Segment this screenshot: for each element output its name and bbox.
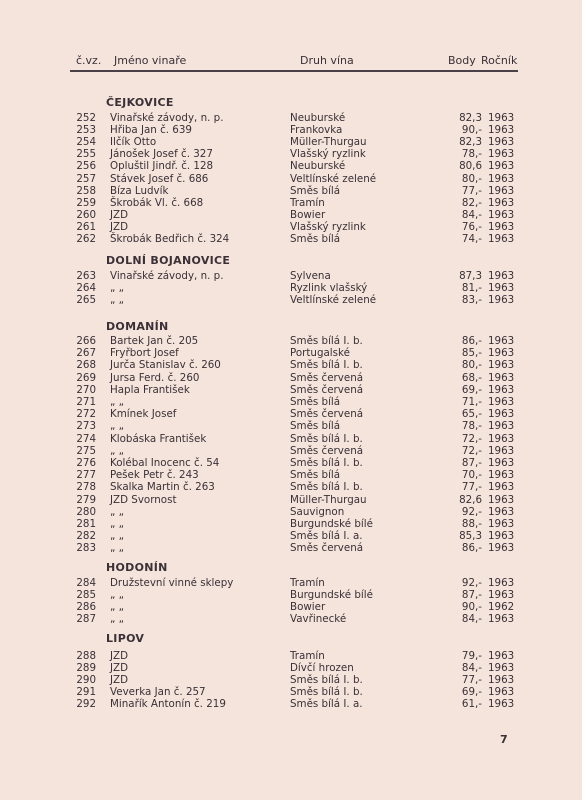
- cell-name: Hapla František: [110, 383, 190, 396]
- cell-num: 280: [76, 505, 96, 518]
- cell-body: 87,-: [461, 589, 482, 601]
- cell-name: „ „: [110, 282, 124, 295]
- cell-year: 1963: [488, 650, 515, 662]
- cell-name: „ „: [110, 518, 124, 530]
- cell-wine: Směs bílá: [290, 396, 341, 408]
- cell-body: 81,-: [461, 282, 482, 295]
- cell-wine: Směs bílá: [290, 184, 341, 197]
- table-row: [0, 384, 582, 396]
- cell-num: 284: [76, 577, 96, 589]
- cell-num: 286: [76, 601, 96, 613]
- cell-year: 1963: [488, 172, 515, 185]
- cell-year: 1963: [488, 396, 515, 408]
- cell-num: 291: [76, 686, 96, 699]
- cell-num: 269: [76, 371, 96, 384]
- cell-year: 1963: [488, 136, 515, 149]
- cell-num: 275: [76, 444, 96, 457]
- cell-wine: Vlašský ryzlink: [290, 220, 366, 233]
- cell-year: 1963: [488, 220, 515, 233]
- cell-num: 274: [76, 432, 96, 445]
- cell-wine: Sylvena: [290, 270, 331, 282]
- cell-wine: Směs červená: [290, 444, 364, 457]
- table-row: [0, 221, 582, 233]
- cell-year: 1963: [488, 674, 515, 687]
- cell-body: 82,-: [461, 196, 482, 209]
- cell-body: 78,-: [461, 148, 482, 161]
- table-row: [0, 124, 582, 136]
- cell-body: 77,-: [461, 184, 482, 197]
- table-row: [0, 481, 582, 493]
- cell-num: 270: [76, 383, 96, 396]
- cell-name: Fryřbort Josef: [110, 347, 179, 360]
- cell-wine: Burgundské bílé: [290, 589, 373, 601]
- table-row: [0, 160, 582, 172]
- cell-num: 281: [76, 518, 96, 530]
- cell-num: 263: [76, 270, 96, 282]
- cell-year: 1963: [488, 160, 515, 173]
- cell-year: 1963: [488, 124, 515, 137]
- cell-year: 1963: [488, 493, 515, 506]
- cell-name: „ „: [110, 420, 124, 433]
- cell-num: 288: [76, 650, 96, 662]
- cell-body: 71,-: [461, 396, 482, 408]
- cell-wine: Portugalské: [290, 347, 350, 360]
- cell-num: 290: [76, 674, 96, 687]
- cell-num: 257: [76, 172, 96, 185]
- cell-num: 287: [76, 613, 96, 625]
- cell-body: 82,3: [459, 136, 482, 149]
- cell-wine: Vlašský ryzlink: [290, 148, 366, 161]
- cell-year: 1962: [488, 601, 515, 613]
- cell-year: 1963: [488, 270, 515, 282]
- cell-name: JZD: [110, 662, 129, 675]
- cell-name: „ „: [110, 601, 124, 613]
- header-jmeno: Jméno vinaře: [114, 54, 187, 67]
- cell-body: 82,6: [459, 493, 482, 506]
- cell-body: 92,-: [461, 505, 482, 518]
- cell-name: Jursa Ferd. č. 260: [110, 371, 200, 384]
- cell-year: 1963: [488, 184, 515, 197]
- cell-year: 1963: [488, 112, 515, 124]
- cell-wine: Neuburské: [290, 112, 346, 124]
- cell-num: 279: [76, 493, 96, 506]
- table-row: [0, 347, 582, 359]
- cell-num: 283: [76, 542, 96, 555]
- cell-num: 278: [76, 481, 96, 494]
- cell-body: 86,-: [461, 542, 482, 555]
- cell-body: 69,-: [461, 686, 482, 699]
- cell-name: Klobáska František: [110, 432, 207, 445]
- table-row: [0, 282, 582, 294]
- cell-name: Minařík Antonín č. 219: [110, 698, 226, 711]
- cell-body: 72,-: [461, 444, 482, 457]
- cell-num: 255: [76, 148, 96, 161]
- cell-body: 72,-: [461, 432, 482, 445]
- cell-body: 65,-: [461, 408, 482, 421]
- table-row: [0, 662, 582, 674]
- cell-wine: Směs červená: [290, 383, 364, 396]
- cell-wine: Ryzlink vlašský: [290, 282, 368, 295]
- cell-name: JZD: [110, 650, 129, 662]
- cell-body: 68,-: [461, 371, 482, 384]
- cell-name: „ „: [110, 505, 124, 518]
- cell-year: 1963: [488, 530, 515, 543]
- cell-body: 86,-: [461, 335, 482, 347]
- table-row: [0, 674, 582, 686]
- cell-year: 1963: [488, 698, 515, 711]
- cell-name: „ „: [110, 530, 124, 543]
- table-row: [0, 601, 582, 613]
- cell-wine: Veltlínské zelené: [290, 172, 377, 185]
- cell-wine: Frankovka: [290, 124, 343, 137]
- cell-wine: Směs bílá I. b.: [290, 457, 363, 469]
- cell-year: 1963: [488, 347, 515, 360]
- cell-year: 1963: [488, 420, 515, 433]
- cell-name: Vinařské závody, n. p.: [110, 112, 224, 124]
- cell-num: 261: [76, 220, 96, 233]
- cell-wine: Tramín: [290, 196, 325, 209]
- cell-num: 282: [76, 530, 96, 543]
- table-row: [0, 420, 582, 432]
- cell-num: 264: [76, 282, 96, 295]
- cell-num: 276: [76, 457, 96, 469]
- cell-year: 1963: [488, 518, 515, 530]
- cell-name: „ „: [110, 444, 124, 457]
- cell-num: 262: [76, 233, 96, 245]
- cell-year: 1963: [488, 686, 515, 699]
- cell-body: 90,-: [461, 601, 482, 613]
- cell-name: „ „: [110, 542, 124, 555]
- cell-body: 87,-: [461, 457, 482, 469]
- cell-num: 267: [76, 347, 96, 360]
- cell-body: 84,-: [461, 613, 482, 625]
- cell-name: „ „: [110, 589, 124, 601]
- cell-body: 82,3: [459, 112, 482, 124]
- cell-num: 258: [76, 184, 96, 197]
- table-row: [0, 197, 582, 209]
- cell-num: 253: [76, 124, 96, 137]
- cell-name: Družstevní vinné sklepy: [110, 577, 234, 589]
- cell-wine: Veltlínské zelené: [290, 294, 377, 307]
- cell-wine: Vavřinecké: [290, 613, 347, 625]
- table-row: [0, 530, 582, 542]
- cell-num: 277: [76, 469, 96, 482]
- cell-body: 69,-: [461, 383, 482, 396]
- section-title: DOLNÍ BOJANOVICE: [106, 254, 231, 267]
- cell-year: 1963: [488, 233, 515, 245]
- table-row: [0, 457, 582, 469]
- cell-name: Ilčík Otto: [110, 136, 157, 149]
- cell-wine: Směs bílá I. b.: [290, 481, 363, 494]
- cell-body: 92,-: [461, 577, 482, 589]
- cell-body: 80,-: [461, 359, 482, 372]
- cell-body: 80,-: [461, 172, 482, 185]
- table-row: [0, 577, 582, 589]
- cell-wine: Bowier: [290, 208, 326, 221]
- table-row: [0, 686, 582, 698]
- table-row: [0, 408, 582, 420]
- cell-name: Bartek Jan č. 205: [110, 335, 199, 347]
- table-row: [0, 494, 582, 506]
- cell-num: 259: [76, 196, 96, 209]
- cell-year: 1963: [488, 589, 515, 601]
- cell-year: 1963: [488, 196, 515, 209]
- cell-name: Pešek Petr č. 243: [110, 469, 199, 482]
- cell-body: 84,-: [461, 208, 482, 221]
- cell-wine: Müller-Thurgau: [290, 136, 367, 149]
- cell-name: JZD: [110, 674, 129, 687]
- cell-wine: Tramín: [290, 650, 325, 662]
- cell-body: 80,6: [459, 160, 482, 173]
- cell-year: 1963: [488, 335, 515, 347]
- table-row: [0, 270, 582, 282]
- cell-wine: Müller-Thurgau: [290, 493, 367, 506]
- section-title: ČEJKOVICE: [106, 96, 174, 109]
- cell-body: 83,-: [461, 294, 482, 307]
- cell-name: JZD: [110, 208, 129, 221]
- cell-name: „ „: [110, 294, 124, 307]
- cell-num: 268: [76, 359, 96, 372]
- table-row: [0, 542, 582, 554]
- cell-year: 1963: [488, 359, 515, 372]
- header-druh: Druh vína: [300, 54, 354, 67]
- cell-year: 1963: [488, 662, 515, 675]
- table-row: [0, 650, 582, 662]
- cell-name: JZD: [110, 220, 129, 233]
- cell-body: 78,-: [461, 420, 482, 433]
- cell-name: Bíza Ludvík: [110, 184, 169, 197]
- cell-body: 70,-: [461, 469, 482, 482]
- table-row: [0, 445, 582, 457]
- cell-wine: Bowier: [290, 601, 326, 613]
- cell-year: 1963: [488, 444, 515, 457]
- table-row: [0, 233, 582, 245]
- table-row: [0, 518, 582, 530]
- cell-name: Kolébal Inocenc č. 54: [110, 457, 220, 469]
- cell-wine: Směs bílá I. b.: [290, 335, 363, 347]
- cell-year: 1963: [488, 613, 515, 625]
- cell-year: 1963: [488, 481, 515, 494]
- cell-body: 90,-: [461, 124, 482, 137]
- section-title: DOMANÍN: [106, 320, 169, 333]
- cell-name: JZD Svornost: [110, 493, 177, 506]
- cell-num: 271: [76, 396, 96, 408]
- cell-name: Veverka Jan č. 257: [110, 686, 206, 699]
- table-row: [0, 112, 582, 124]
- cell-num: 273: [76, 420, 96, 433]
- cell-wine: Směs červená: [290, 408, 364, 421]
- table-row: [0, 294, 582, 306]
- cell-year: 1963: [488, 577, 515, 589]
- cell-year: 1963: [488, 457, 515, 469]
- cell-num: 252: [76, 112, 96, 124]
- table-row: [0, 506, 582, 518]
- page-number: 7: [500, 733, 508, 746]
- cell-body: 77,-: [461, 481, 482, 494]
- cell-name: Kmínek Josef: [110, 408, 177, 421]
- cell-year: 1963: [488, 542, 515, 555]
- cell-wine: Dívčí hrozen: [290, 662, 354, 675]
- cell-wine: Směs červená: [290, 542, 364, 555]
- cell-year: 1963: [488, 408, 515, 421]
- cell-body: 79,-: [461, 650, 482, 662]
- table-row: [0, 173, 582, 185]
- cell-name: Škrobák Vl. č. 668: [110, 196, 204, 209]
- cell-wine: Neuburské: [290, 160, 346, 173]
- cell-year: 1963: [488, 383, 515, 396]
- table-row: [0, 372, 582, 384]
- cell-year: 1963: [488, 469, 515, 482]
- cell-year: 1963: [488, 208, 515, 221]
- cell-wine: Směs bílá: [290, 233, 341, 245]
- cell-wine: Směs bílá I. b.: [290, 686, 363, 699]
- header-cv: č.vz.: [76, 54, 102, 67]
- cell-name: „ „: [110, 613, 124, 625]
- table-row: [0, 209, 582, 221]
- cell-name: Opluštil Jindř. č. 128: [110, 160, 214, 173]
- cell-wine: Směs červená: [290, 371, 364, 384]
- table-row: [0, 433, 582, 445]
- cell-year: 1963: [488, 148, 515, 161]
- cell-body: 88,-: [461, 518, 482, 530]
- cell-num: 256: [76, 160, 96, 173]
- cell-body: 84,-: [461, 662, 482, 675]
- cell-name: „ „: [110, 396, 124, 408]
- cell-name: Jurča Stanislav č. 260: [110, 359, 221, 372]
- cell-num: 254: [76, 136, 96, 149]
- cell-wine: Směs bílá I. a.: [290, 698, 363, 711]
- header-rocnik: Ročník: [481, 54, 518, 67]
- table-row: [0, 469, 582, 481]
- cell-wine: Sauvignon: [290, 505, 345, 518]
- cell-body: 74,-: [461, 233, 482, 245]
- cell-name: Hřiba Jan č. 639: [110, 124, 192, 137]
- table-row: [0, 335, 582, 347]
- cell-wine: Směs bílá I. b.: [290, 432, 363, 445]
- cell-num: 292: [76, 698, 96, 711]
- cell-body: 85,3: [459, 530, 482, 543]
- cell-year: 1963: [488, 371, 515, 384]
- cell-num: 265: [76, 294, 96, 307]
- table-row: [0, 148, 582, 160]
- cell-body: 76,-: [461, 220, 482, 233]
- cell-name: Škrobák Bedřich č. 324: [110, 233, 230, 245]
- cell-wine: Směs bílá I. a.: [290, 530, 363, 543]
- cell-num: 260: [76, 208, 96, 221]
- section-title: LIPOV: [106, 632, 145, 645]
- cell-name: Vinařské závody, n. p.: [110, 270, 224, 282]
- cell-year: 1963: [488, 505, 515, 518]
- cell-name: Skalka Martin č. 263: [110, 481, 215, 494]
- table-row: [0, 185, 582, 197]
- cell-wine: Směs bílá I. b.: [290, 674, 363, 687]
- cell-body: 85,-: [461, 347, 482, 360]
- cell-num: 266: [76, 335, 96, 347]
- cell-name: Stávek Josef č. 686: [110, 172, 209, 185]
- table-header: [0, 54, 582, 68]
- cell-num: 272: [76, 408, 96, 421]
- cell-wine: Směs bílá: [290, 420, 341, 433]
- cell-num: 289: [76, 662, 96, 675]
- section-title: HODONÍN: [106, 561, 168, 574]
- cell-wine: Burgundské bílé: [290, 518, 373, 530]
- cell-name: Jánošek Josef č. 327: [110, 148, 213, 161]
- cell-year: 1963: [488, 282, 515, 295]
- cell-year: 1963: [488, 432, 515, 445]
- table-row: [0, 589, 582, 601]
- cell-wine: Směs bílá: [290, 469, 341, 482]
- header-body: Body: [448, 54, 476, 67]
- cell-wine: Tramín: [290, 577, 325, 589]
- table-row: [0, 396, 582, 408]
- table-row: [0, 698, 582, 710]
- header-rule: [70, 70, 518, 72]
- cell-num: 285: [76, 589, 96, 601]
- table-row: [0, 136, 582, 148]
- table-row: [0, 359, 582, 371]
- cell-wine: Směs bílá I. b.: [290, 359, 363, 372]
- cell-body: 87,3: [459, 270, 482, 282]
- cell-body: 61,-: [461, 698, 482, 711]
- cell-year: 1963: [488, 294, 515, 307]
- cell-body: 77,-: [461, 674, 482, 687]
- table-row: [0, 613, 582, 625]
